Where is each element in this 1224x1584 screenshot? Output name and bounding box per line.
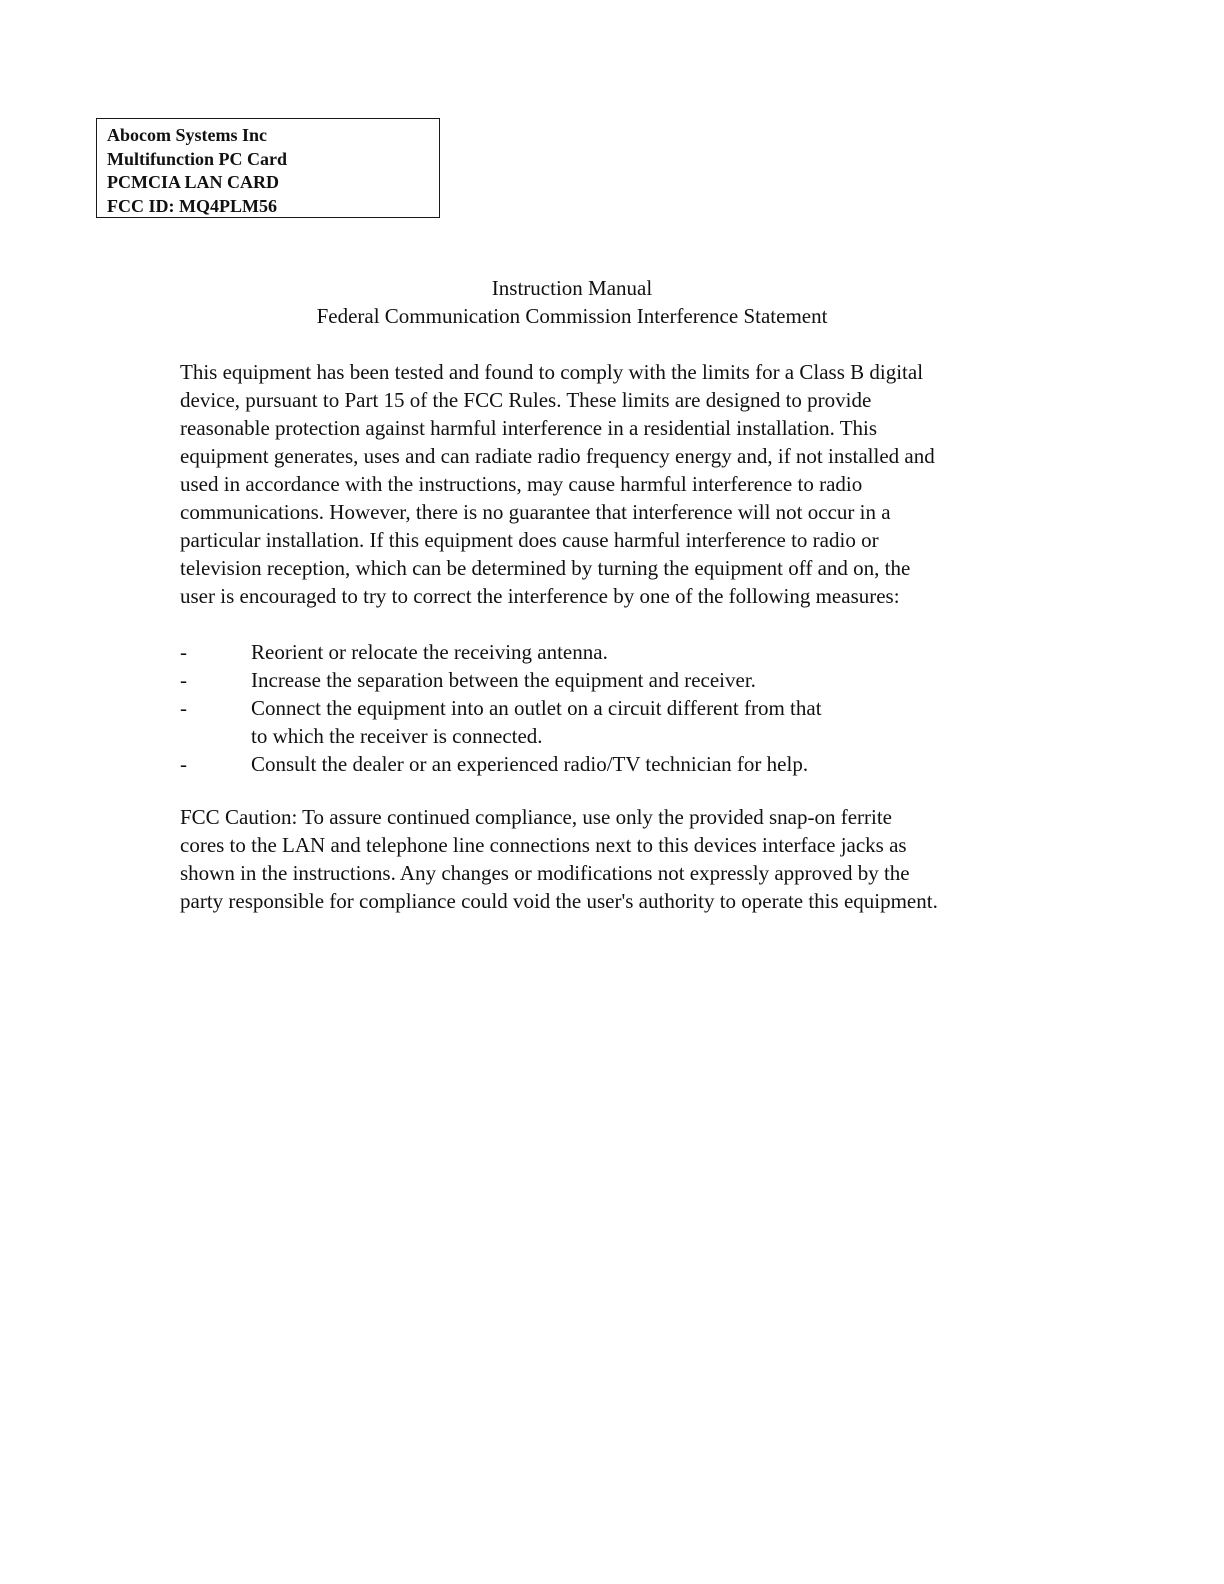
document-subtitle: Federal Communication Commission Interference Statement [316, 304, 828, 328]
list-item [180, 638, 1060, 666]
list-item-text: Consult the dealer or an experienced radio/TV technician for help. [251, 752, 809, 776]
paragraph-line: equipment generates, uses and can radiate radio frequency energy and, if not installed and [180, 444, 935, 468]
interference-statement-paragraph [180, 358, 1060, 610]
paragraph-line: communications. However, there is no guarantee that interference will not occur in a [180, 500, 891, 524]
label-card-type: PCMCIA LAN CARD [107, 172, 279, 192]
paragraph-line: used in accordance with the instructions, may cause harmful interference to radio [180, 472, 863, 496]
list-item [180, 694, 1060, 750]
label-fcc-id: FCC ID: MQ4PLM56 [107, 195, 277, 216]
paragraph-line: device, pursuant to Part 15 of the FCC Rules. These limits are designed to provide [180, 388, 872, 412]
bullet-dash: - [180, 668, 187, 692]
fcc-caution-paragraph [180, 803, 1060, 915]
list-item-text: Connect the equipment into an outlet on a circuit different from that [251, 696, 822, 720]
list-item [180, 750, 1060, 778]
paragraph-line: user is encouraged to try to correct the interference by one of the following measures: [180, 584, 900, 608]
document-title: Instruction Manual [491, 276, 653, 300]
paragraph-line: FCC Caution: To assure continued compliance, use only the provided snap-on ferrite [180, 805, 892, 829]
paragraph-line: reasonable protection against harmful interference in a residential installation. This [180, 416, 878, 440]
paragraph-line: This equipment has been tested and found to comply with the limits for a Class B digital [180, 360, 924, 384]
paragraph-line: cores to the LAN and telephone line connections next to this devices interface jacks as [180, 833, 907, 857]
list-item-text: Increase the separation between the equipment and receiver. [251, 668, 756, 692]
label-product: Multifunction PC Card [107, 148, 287, 169]
bullet-dash: - [180, 640, 187, 664]
label-company: Abocom Systems Inc [107, 125, 267, 145]
paragraph-line: shown in the instructions. Any changes or modifications not expressly approved by the [180, 861, 910, 885]
paragraph-line: particular installation. If this equipment does cause harmful interference to radio or [180, 528, 879, 552]
bullet-dash: - [180, 752, 187, 776]
product-label-box [96, 118, 440, 218]
list-item-text: to which the receiver is connected. [251, 724, 543, 748]
paragraph-line: party responsible for compliance could void the user's authority to operate this equipment. [180, 889, 938, 913]
bullet-dash: - [180, 696, 187, 720]
list-item [180, 666, 1060, 694]
measures-list [180, 638, 1060, 778]
paragraph-line: television reception, which can be determined by turning the equipment off and on, the [180, 556, 911, 580]
list-item-text: Reorient or relocate the receiving antenna. [251, 640, 608, 664]
